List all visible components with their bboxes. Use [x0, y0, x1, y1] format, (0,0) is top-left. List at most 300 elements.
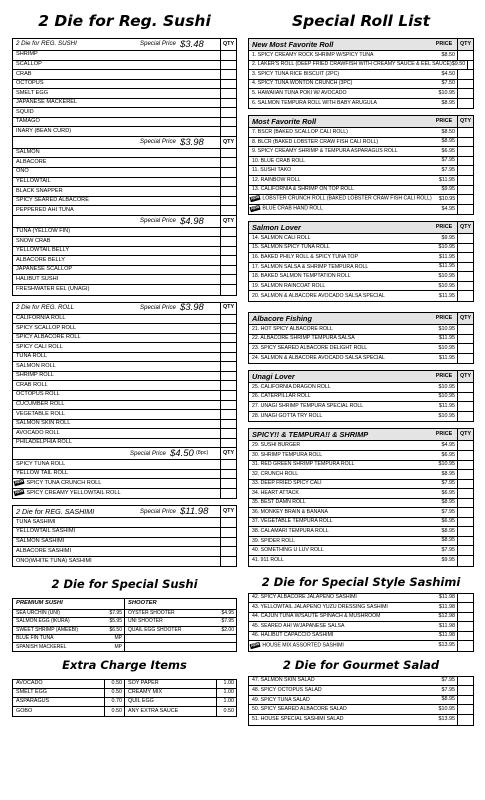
menu-item-row[interactable] — [249, 205, 473, 215]
menu-item-row[interactable] — [249, 70, 473, 80]
menu-item-row[interactable] — [13, 149, 236, 159]
menu-item-row[interactable] — [13, 381, 236, 391]
menu-item-row[interactable] — [13, 362, 236, 372]
qty-cell[interactable] — [457, 282, 473, 291]
item-text: SPICY SCALLOP ROLL — [16, 324, 77, 331]
qty-cell[interactable] — [220, 266, 236, 275]
qty-cell[interactable] — [220, 410, 236, 419]
menu-item-row[interactable] — [13, 391, 236, 401]
item-text: 44. CAJUN TUNA W/SAUTE SPINACH & MUSHROOM — [252, 613, 381, 620]
left-column — [12, 0, 237, 717]
qty-cell[interactable] — [220, 99, 236, 108]
menu-item-row[interactable] — [249, 128, 473, 138]
item-name — [13, 189, 220, 195]
item-name — [13, 373, 220, 379]
item-name — [13, 559, 220, 565]
menu-item-row[interactable] — [13, 61, 236, 71]
menu-item-row[interactable] — [13, 343, 236, 353]
menu-item-row[interactable] — [249, 603, 473, 613]
menu-item-row[interactable] — [249, 147, 473, 157]
item-name — [13, 160, 220, 166]
item-name: BLUE FIN TUNA — [16, 634, 54, 641]
item-name — [249, 356, 431, 361]
qty-cell[interactable] — [457, 147, 473, 156]
menu-item-row[interactable] — [249, 556, 473, 566]
qty-cell[interactable] — [457, 499, 473, 508]
menu-item-row[interactable] — [249, 461, 473, 471]
item-price: $7.95 — [441, 157, 455, 164]
menu-item-row[interactable] — [249, 527, 473, 537]
item-name — [249, 265, 431, 270]
menu-item-row[interactable] — [249, 499, 473, 509]
qty-cell[interactable] — [457, 234, 473, 243]
menu-item-row[interactable] — [13, 324, 236, 334]
qty-cell[interactable] — [457, 594, 473, 603]
price-header: PRICE — [435, 224, 453, 230]
item-text: 51. HOUSE SPECIAL SASHIMI SALAD — [252, 716, 344, 723]
menu-item-row[interactable] — [249, 344, 473, 354]
menu-item-row[interactable] — [249, 537, 473, 547]
item-name — [13, 287, 220, 293]
qty-cell[interactable] — [457, 715, 473, 725]
item-price: $4.50 — [441, 70, 455, 77]
qty-cell[interactable] — [220, 228, 236, 237]
qty-cell[interactable] — [457, 205, 473, 215]
qty-cell[interactable] — [220, 429, 236, 438]
item-name — [249, 149, 431, 154]
qty-cell[interactable] — [220, 197, 236, 206]
qty-cell[interactable] — [457, 508, 473, 517]
qty-cell[interactable] — [457, 393, 473, 402]
qty-cell[interactable] — [457, 632, 473, 641]
menu-item-row[interactable] — [249, 632, 473, 642]
qty-cell[interactable] — [457, 80, 473, 89]
menu-item-row[interactable] — [249, 518, 473, 528]
menu-item-row[interactable] — [13, 237, 236, 247]
item-name — [249, 327, 431, 332]
special-sushi-row[interactable] — [125, 610, 236, 618]
qty-cell[interactable] — [220, 80, 236, 89]
qty-cell[interactable] — [457, 51, 473, 60]
item-text: 11. SUSHI TAKO — [252, 167, 292, 174]
qty-cell[interactable] — [457, 325, 473, 334]
extra-row[interactable] — [125, 680, 236, 689]
qty-cell[interactable] — [457, 354, 473, 364]
menu-item-row[interactable] — [13, 99, 236, 109]
item-text: 26. CATERPILLAR ROLL — [252, 393, 311, 400]
special-sushi-row[interactable] — [125, 627, 236, 635]
extra-row[interactable] — [13, 689, 124, 698]
menu-item-row[interactable] — [249, 325, 473, 335]
menu-item-row[interactable] — [13, 51, 236, 61]
item-price: $11.95 — [438, 335, 455, 342]
qty-cell[interactable] — [457, 335, 473, 344]
qty-cell[interactable] — [457, 677, 473, 686]
item-text: SMELT EGG — [16, 89, 49, 96]
item-text: 20. SALMON & ALBACORE AVOCADO SALSA SPECIAL — [252, 292, 385, 299]
qty-cell[interactable] — [220, 256, 236, 265]
menu-item-row[interactable] — [249, 470, 473, 480]
qty-cell[interactable] — [220, 391, 236, 400]
extra-row[interactable] — [13, 698, 124, 707]
menu-item-row[interactable] — [13, 439, 236, 449]
qty-cell[interactable] — [457, 195, 473, 204]
item-price: $11.95 — [438, 354, 455, 361]
item-name — [13, 316, 220, 322]
qty-cell[interactable] — [457, 402, 473, 411]
menu-item-row[interactable] — [13, 460, 236, 470]
qty-cell[interactable] — [220, 178, 236, 187]
item-price: $7.95 — [441, 686, 455, 693]
item-text: CRAB — [16, 70, 32, 77]
menu-item-row[interactable] — [249, 705, 473, 715]
item-text: 24. SALMON & ALBACORE AVOCADO SALSA SPECIAL — [252, 354, 385, 361]
menu-item-row[interactable] — [249, 166, 473, 176]
qty-cell[interactable] — [220, 61, 236, 70]
qty-cell[interactable] — [220, 168, 236, 177]
qty-cell[interactable] — [457, 470, 473, 479]
menu-item-row[interactable] — [249, 383, 473, 393]
menu-item-row[interactable] — [249, 451, 473, 461]
menu-item-row[interactable] — [13, 275, 236, 285]
menu-item-row[interactable] — [13, 470, 236, 480]
new-badge: NEW — [250, 204, 260, 212]
item-price: $13.95 — [438, 642, 455, 649]
item-text: TUNA SASHIMI — [16, 518, 56, 525]
qty-cell[interactable] — [220, 158, 236, 167]
menu-item-row[interactable] — [13, 118, 236, 128]
qty-cell[interactable] — [220, 489, 236, 499]
menu-item-row[interactable] — [13, 228, 236, 238]
menu-item-row[interactable] — [249, 594, 473, 604]
qty-cell[interactable] — [220, 70, 236, 79]
qty-cell[interactable] — [220, 343, 236, 352]
item-name — [13, 229, 220, 235]
qty-cell[interactable] — [457, 244, 473, 253]
menu-item-row[interactable] — [249, 99, 473, 109]
qty-cell[interactable] — [457, 412, 473, 422]
price-header — [13, 506, 236, 518]
qty-cell[interactable] — [457, 89, 473, 98]
menu-item-row[interactable] — [13, 489, 236, 499]
menu-item-row[interactable] — [249, 641, 473, 651]
qty-cell[interactable] — [457, 344, 473, 353]
item-name — [13, 326, 220, 332]
extra-row[interactable] — [125, 707, 236, 716]
special-sushi-row[interactable] — [13, 635, 124, 643]
qty-cell[interactable] — [220, 470, 236, 479]
qty-cell[interactable] — [220, 324, 236, 333]
qty-cell[interactable] — [457, 128, 473, 137]
item-price: $11.98 — [438, 594, 455, 601]
item-price: $10.95 — [438, 272, 455, 279]
menu-item-row[interactable] — [13, 247, 236, 257]
menu-item-row[interactable] — [249, 622, 473, 632]
menu-item-row[interactable] — [13, 158, 236, 168]
menu-item-row[interactable] — [13, 547, 236, 557]
item-name: GOBO — [16, 707, 33, 714]
special-sushi-row[interactable] — [13, 643, 124, 651]
menu-item-row[interactable] — [249, 412, 473, 422]
qty-cell[interactable] — [220, 89, 236, 98]
menu-item-row[interactable] — [13, 528, 236, 538]
item-text: CALIFORNIA ROLL — [16, 315, 66, 322]
item-text: 48. SPICY OCTOPUS SALAD — [252, 687, 322, 694]
menu-item-row[interactable] — [249, 89, 473, 99]
qty-cell[interactable] — [457, 166, 473, 175]
qty-cell[interactable] — [220, 401, 236, 410]
menu-item-row[interactable] — [13, 127, 236, 137]
item-name — [249, 196, 432, 202]
menu-item-row[interactable] — [249, 354, 473, 364]
qty-cell[interactable] — [457, 518, 473, 527]
qty-cell[interactable] — [457, 263, 473, 272]
qty-cell[interactable] — [220, 353, 236, 362]
menu-item-row[interactable] — [249, 263, 473, 273]
item-text: SPICY TUNA CRUNCH ROLL — [26, 480, 102, 487]
menu-item-row[interactable] — [249, 696, 473, 706]
menu-item-row[interactable] — [13, 256, 236, 266]
qty-cell[interactable] — [457, 556, 473, 566]
menu-item-row[interactable] — [13, 353, 236, 363]
qty-cell[interactable] — [220, 149, 236, 158]
qty-cell[interactable] — [457, 272, 473, 281]
qty-cell[interactable] — [220, 237, 236, 246]
menu-item-row[interactable] — [13, 420, 236, 430]
menu-item-row[interactable] — [13, 168, 236, 178]
qty-cell[interactable] — [220, 420, 236, 429]
qty-cell[interactable] — [220, 381, 236, 390]
qty-cell[interactable] — [220, 285, 236, 295]
item-name: ANY EXTRA SAUCE — [128, 707, 179, 714]
menu-item-row[interactable] — [13, 538, 236, 548]
qty-cell[interactable] — [220, 557, 236, 567]
qty-cell[interactable] — [457, 383, 473, 392]
menu-item-row[interactable] — [13, 429, 236, 439]
menu-item-row[interactable] — [249, 489, 473, 499]
special-sushi-row[interactable] — [13, 618, 124, 626]
extra-left-column — [13, 680, 124, 716]
qty-cell[interactable] — [457, 99, 473, 109]
item-name — [249, 491, 431, 496]
item-text: SPICY CALI ROLL — [16, 343, 63, 350]
qty-cell[interactable] — [457, 696, 473, 705]
menu-item-row[interactable] — [13, 70, 236, 80]
qty-cell[interactable] — [457, 138, 473, 147]
menu-item-row[interactable] — [13, 518, 236, 528]
item-price: $10.95 — [438, 393, 455, 400]
qty-cell[interactable] — [220, 206, 236, 215]
item-name — [13, 440, 220, 446]
menu-item-row[interactable] — [13, 401, 236, 411]
qty-cell[interactable] — [220, 362, 236, 371]
qty-cell[interactable] — [220, 187, 236, 196]
menu-item-row[interactable] — [249, 51, 473, 61]
special-price: $3.98 — [180, 136, 204, 148]
menu-item-row[interactable] — [13, 266, 236, 276]
menu-item-row[interactable] — [13, 334, 236, 344]
qty-cell[interactable] — [220, 275, 236, 284]
item-price: $11.98 — [438, 622, 455, 629]
item-price: $6.50 — [109, 626, 122, 633]
menu-item-row[interactable] — [249, 80, 473, 90]
qty-cell[interactable] — [220, 247, 236, 256]
menu-item-row[interactable] — [249, 138, 473, 148]
extra-row[interactable] — [125, 689, 236, 698]
item-name — [13, 480, 220, 486]
qty-cell[interactable] — [457, 686, 473, 695]
menu-item-row[interactable] — [13, 479, 236, 489]
menu-item-row[interactable] — [249, 335, 473, 345]
qty-cell[interactable] — [467, 61, 473, 70]
menu-item-row[interactable] — [249, 613, 473, 623]
item-name — [249, 688, 431, 693]
menu-item-row[interactable] — [249, 176, 473, 186]
qty-cell[interactable] — [457, 157, 473, 166]
qty-cell[interactable] — [220, 127, 236, 136]
qty-cell[interactable] — [457, 291, 473, 301]
section-label: 2 Die for REG. SASHIMI — [16, 507, 95, 517]
item-name — [13, 267, 220, 273]
menu-item-row[interactable] — [249, 677, 473, 687]
qty-cell[interactable] — [457, 176, 473, 185]
menu-item-row[interactable] — [249, 195, 473, 205]
menu-item-row[interactable] — [249, 157, 473, 167]
qty-cell[interactable] — [457, 527, 473, 536]
menu-item-row[interactable] — [249, 402, 473, 412]
qty-header: QTY — [220, 506, 236, 517]
item-text: 45. SEARED AHI W/JAPANESE SALSA — [252, 622, 345, 629]
qty-cell[interactable] — [220, 108, 236, 117]
qty-cell[interactable] — [220, 439, 236, 448]
item-price: $12.98 — [438, 613, 455, 620]
item-name — [249, 294, 431, 299]
item-name — [13, 62, 220, 68]
menu-item-row[interactable] — [13, 410, 236, 420]
item-text: CRAB ROLL — [16, 381, 48, 388]
menu-item-row[interactable] — [249, 508, 473, 518]
menu-item-row[interactable] — [13, 557, 236, 567]
item-text: 8. BLCR (BAKED LOBSTER CRAW FISH CALI ROLL) — [252, 138, 379, 145]
item-name — [13, 335, 220, 341]
qty-cell[interactable] — [220, 315, 236, 324]
qty-cell[interactable] — [457, 613, 473, 622]
qty-cell[interactable] — [457, 461, 473, 470]
qty-cell[interactable] — [457, 622, 473, 631]
price-header: PRICE — [435, 40, 453, 47]
item-name — [249, 633, 431, 638]
item-name — [249, 53, 431, 58]
qty-cell[interactable] — [457, 705, 473, 714]
reg-sashimi-box — [12, 505, 237, 567]
menu-item-row[interactable] — [249, 686, 473, 696]
section-title: Unagi Lover — [252, 372, 295, 382]
item-name — [249, 206, 431, 212]
item-price: $10.95 — [438, 325, 455, 332]
qty-cell[interactable] — [457, 253, 473, 262]
item-name: SWEET SHRIMP (AMEEBI) — [16, 626, 79, 633]
qty-cell[interactable] — [457, 441, 473, 450]
item-name — [13, 549, 220, 555]
qty-cell[interactable] — [220, 528, 236, 537]
menu-item-row[interactable] — [249, 546, 473, 556]
menu-item-row[interactable] — [13, 80, 236, 90]
item-text: 25. CALIFORNIA DRAGON ROLL — [252, 383, 331, 390]
menu-item-row[interactable] — [249, 441, 473, 451]
menu-item-row[interactable] — [249, 291, 473, 301]
qty-cell[interactable] — [220, 479, 236, 488]
item-name: CREAMY MIX — [128, 689, 163, 696]
qty-cell[interactable] — [457, 603, 473, 612]
special-sushi-row[interactable] — [13, 627, 124, 635]
extra-row[interactable] — [13, 680, 124, 689]
qty-cell[interactable] — [220, 372, 236, 381]
menu-item-row[interactable] — [249, 282, 473, 292]
menu-item-row[interactable] — [13, 89, 236, 99]
qty-cell[interactable] — [457, 70, 473, 79]
item-text: SQUID — [16, 108, 34, 115]
section-title: SPICY!! & TEMPURA!! & SHRIMP — [252, 430, 369, 440]
special-sushi-row[interactable] — [125, 643, 236, 651]
qty-cell[interactable] — [457, 186, 473, 195]
menu-item-row[interactable] — [249, 272, 473, 282]
menu-item-row[interactable] — [249, 186, 473, 196]
qty-header: QTY — [457, 371, 473, 382]
menu-item-row[interactable] — [13, 285, 236, 295]
menu-item-row[interactable] — [249, 244, 473, 254]
qty-cell[interactable] — [220, 518, 236, 527]
qty-cell[interactable] — [220, 118, 236, 127]
qty-cell[interactable] — [457, 489, 473, 498]
menu-item-row[interactable] — [249, 480, 473, 490]
qty-cell[interactable] — [220, 51, 236, 60]
menu-item-row[interactable] — [13, 315, 236, 325]
menu-item-row[interactable] — [13, 206, 236, 216]
qty-cell[interactable] — [220, 460, 236, 469]
qty-cell[interactable] — [220, 334, 236, 343]
item-text: SHRIMP ROLL — [16, 372, 54, 379]
menu-item-row[interactable] — [13, 108, 236, 118]
qty-cell[interactable] — [220, 538, 236, 547]
extra-row[interactable] — [13, 707, 124, 716]
item-name — [249, 605, 431, 610]
menu-item-row[interactable] — [13, 178, 236, 188]
item-text: TUNA ROLL — [16, 353, 48, 360]
menu-item-row[interactable] — [13, 187, 236, 197]
item-name — [13, 529, 220, 535]
item-name — [13, 179, 220, 185]
menu-item-row[interactable] — [249, 715, 473, 725]
special-sushi-row[interactable] — [125, 635, 236, 643]
qty-cell[interactable] — [457, 641, 473, 651]
qty-cell[interactable] — [457, 480, 473, 489]
qty-cell[interactable] — [457, 537, 473, 546]
qty-cell[interactable] — [220, 547, 236, 556]
qty-cell[interactable] — [457, 546, 473, 555]
special-sushi-row[interactable] — [125, 618, 236, 626]
menu-item-row[interactable] — [249, 234, 473, 244]
item-name — [249, 81, 431, 86]
menu-item-row[interactable] — [13, 197, 236, 207]
extra-row[interactable] — [125, 698, 236, 707]
menu-item-row[interactable] — [249, 253, 473, 263]
menu-item-row[interactable] — [13, 372, 236, 382]
menu-item-row[interactable] — [249, 61, 473, 71]
special-sushi-row[interactable] — [13, 610, 124, 618]
menu-item-row[interactable] — [249, 393, 473, 403]
item-text: 4. SPICY TUNA WONTON CRUNCH (3PC) — [252, 80, 353, 87]
qty-cell[interactable] — [457, 451, 473, 460]
